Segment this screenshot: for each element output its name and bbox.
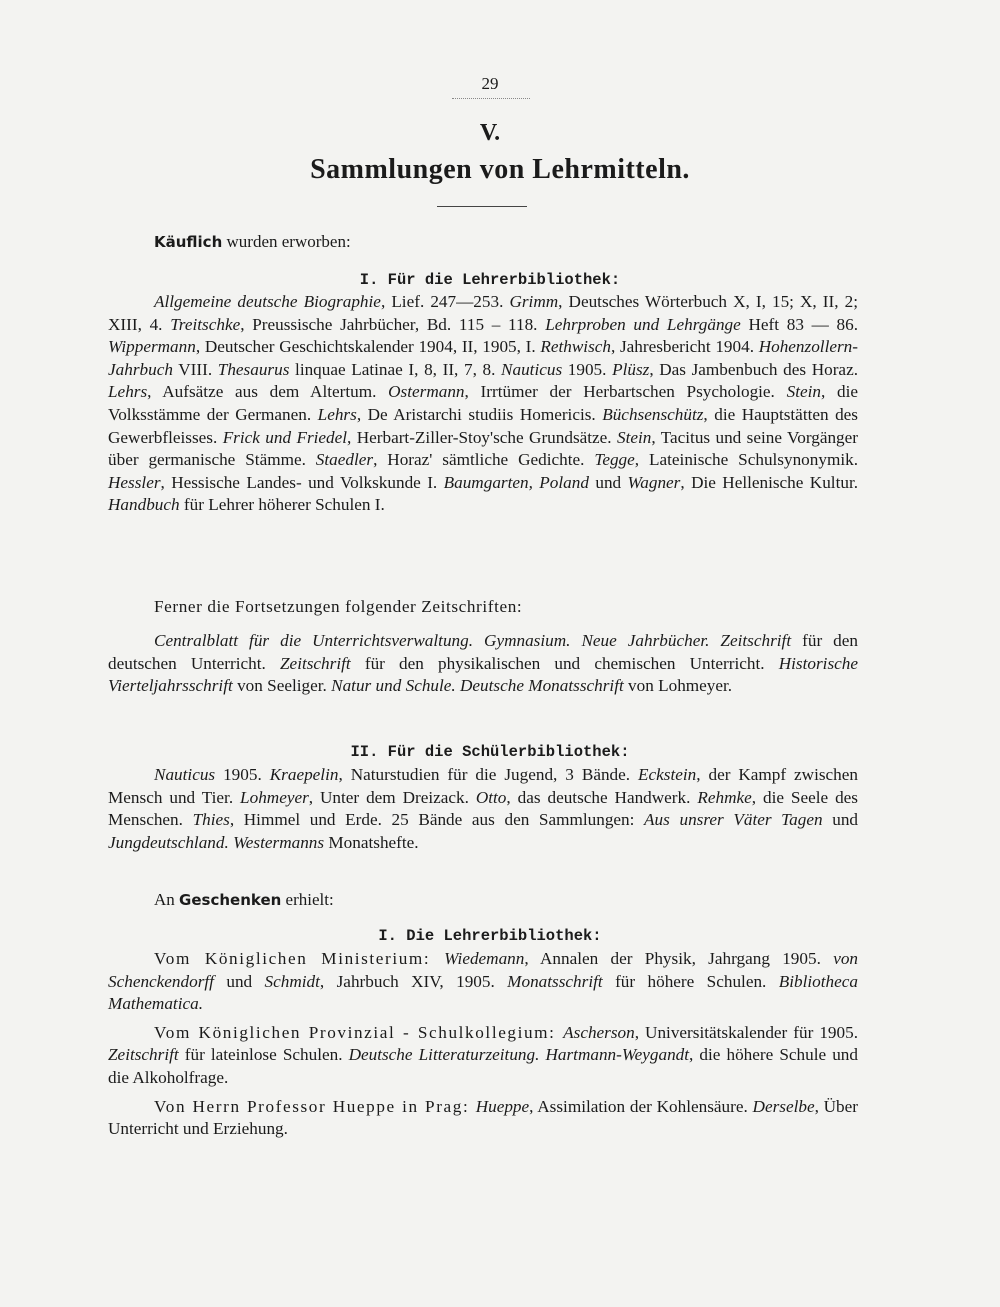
italic-title: Lehrs (317, 404, 357, 424)
text-run: , die höhere Schule und die Alkoholfrage. (108, 1045, 858, 1087)
text-run: , Himmel und Erde. 25 Bände aus den Sammlungen: (229, 810, 645, 830)
italic-title: Centralblatt für die Unterrichtsverwaltung. Gymnasium. Neue Jahrbücher. Zeitschrift (154, 631, 792, 650)
italic-title: Stein (786, 382, 821, 402)
text-run: Heft 83 — 86. (740, 314, 858, 334)
italic-title: Baumgarten, Poland (443, 472, 589, 492)
page-number-rule (452, 98, 530, 99)
italic-title: Wagner (627, 472, 681, 492)
italic-title: Nauticus (501, 359, 563, 379)
text-run: , Irrtümer der Herbartschen Psychologie. (464, 382, 787, 402)
italic-title: Thesaurus (217, 359, 290, 379)
text-run: , Jahresbericht 1904. (610, 337, 759, 357)
italic-title: Lehrproben und Lehrgänge (545, 314, 741, 334)
italic-title: Kraepelin (269, 765, 339, 784)
text-run: 1905. (215, 765, 270, 784)
periodicals-intro-text: Ferner die Fortsetzungen folgender Zeitschriften: (154, 597, 523, 616)
text-run: 1905. (562, 359, 613, 379)
italic-title: von Schenckendorff (108, 949, 859, 991)
italic-title: Handbuch (108, 495, 180, 515)
text-run: , De Aristarchi studiis Homericis. (356, 404, 603, 424)
paragraph-text (108, 291, 858, 517)
text-run: , Hessische Landes- und Volkskunde I. (160, 472, 444, 492)
italic-title: Bibliotheca Mathematica. (108, 971, 858, 1014)
gift-paragraph-ministerium (108, 948, 858, 1016)
italic-title: Plüsz (612, 359, 650, 379)
text-run: , Unter dem Dreizack. (308, 787, 476, 807)
gifts-intro-bold: Geschenken (179, 891, 282, 909)
text-run: für den physikalischen und chemischen Unterricht. (350, 653, 779, 673)
text-run: für Lehrer höherer Schulen I. (179, 495, 385, 515)
gift-paragraph-hueppe (108, 1096, 858, 1141)
italic-title: Ascherson (563, 1022, 635, 1042)
paragraph-text (108, 764, 858, 854)
text-run: Von Herrn Professor Hueppe in Prag: (154, 1096, 476, 1116)
italic-title: Zeitschrift (280, 653, 351, 673)
gifts-intro-pre: An (154, 890, 180, 909)
text-run: , die Hauptstätten des Gewerbfleisses. (108, 404, 858, 447)
text-run: , das deutsche Handwerk. (506, 787, 698, 807)
text-run: von Lohmeyer. (623, 676, 733, 696)
gifts-intro-text: erhielt: (281, 890, 334, 909)
italic-title: Rehmke (697, 787, 752, 807)
italic-title: Hessler (108, 472, 161, 492)
purchased-intro-text: wurden erworben: (222, 232, 351, 251)
italic-title: Natur und Schule. Deutsche Monatsschrift (331, 676, 624, 696)
periodicals-paragraph (108, 630, 858, 698)
italic-title: Ostermann (388, 382, 465, 402)
text-run: , Über Unterricht und Erziehung. (108, 1096, 859, 1139)
text-run: , Naturstudien für die Jugend, 3 Bände. (338, 765, 639, 784)
italic-title: Treitschke (170, 314, 241, 334)
title-divider (437, 206, 527, 207)
italic-title: Wippermann (108, 337, 196, 357)
text-run: für den deutschen Unterricht. (108, 631, 859, 673)
italic-title: Otto (475, 787, 507, 807)
italic-title: Hueppe (475, 1096, 530, 1116)
italic-title: Rethwisch (540, 337, 611, 357)
student-purchased-paragraph (108, 764, 858, 854)
italic-title: Tegge (594, 450, 635, 470)
italic-title: Derselbe (752, 1096, 815, 1116)
text-run: , Horaz' sämtliche Gedichte. (373, 450, 595, 470)
text-run: VIII. (172, 359, 218, 379)
gift-paragraph-schulkollegium (108, 1022, 858, 1090)
italic-title: Zeitschrift (108, 1045, 179, 1065)
text-run: , Herbart-Ziller-Stoy'sche Grundsätze. (347, 427, 617, 447)
section-heading-teacher-gifts: I. Die Lehrerbibliothek: (378, 927, 602, 945)
text-run: , Annalen der Physik, Jahrgang 1905. (524, 949, 834, 968)
text-run: , Universitätskalender für 1905. (634, 1022, 858, 1042)
gift-paragraphs (108, 948, 858, 1141)
text-run: , Preussische Jahrbücher, Bd. 115 – 118. (240, 314, 546, 334)
italic-title: Stein (616, 427, 652, 447)
section-heading-student-purchased: II. Für die Schülerbibliothek: (350, 743, 630, 761)
periodicals-intro (108, 596, 858, 619)
chapter-number: V. (479, 120, 501, 146)
text-run: Vom Königlichen Provinzial - Schulkollegium: (154, 1022, 564, 1042)
text-run: , Deutsches Wörterbuch X, I, 15; X, II, 2; XIII, 4. (108, 292, 858, 334)
italic-title: Staedler (315, 450, 374, 470)
italic-title: Büchsenschütz (602, 404, 704, 424)
text-run: , Die Hellenische Kultur. (680, 472, 859, 492)
page-number: 29 (481, 74, 499, 93)
text-run: , der Kampf zwischen Mensch und Tier. (108, 765, 859, 807)
text-run: , Lief. 247—253. (380, 292, 510, 311)
italic-title: Nauticus (154, 765, 216, 784)
text-run: für lateinlose Schulen. (178, 1045, 349, 1065)
text-run: und (213, 971, 265, 991)
italic-title: Grimm (509, 292, 559, 311)
text-run: von Seeliger. (232, 676, 332, 696)
italic-title: Lohmeyer (240, 787, 309, 807)
italic-title: Wiedemann (444, 949, 525, 968)
text-run: , Das Jambenbuch des Horaz. (649, 359, 858, 379)
italic-title: Deutsche Litteraturzeitung. Hartmann-Weygandt (348, 1045, 690, 1065)
text-run: , Lateinische Schulsynonymik. (634, 450, 858, 470)
text-run: Vom Königlichen Ministerium: (154, 949, 445, 968)
paragraph-text (108, 630, 858, 698)
italic-title: Aus unsrer Väter Tagen (644, 810, 823, 830)
italic-title: Lehrs (108, 382, 148, 402)
gifts-intro (154, 890, 334, 910)
purchased-intro-bold: Käuflich (154, 233, 223, 251)
section-heading-teacher-purchased: I. Für die Lehrerbibliothek: (359, 271, 621, 289)
italic-title: Thies (192, 810, 230, 830)
italic-title: Allgemeine deutsche Biographie (154, 292, 381, 311)
text-run: linquae Latinae I, 8, II, 7, 8. (289, 359, 502, 379)
teacher-purchased-paragraph (108, 291, 858, 517)
italic-title: Monatsschrift (507, 971, 603, 991)
italic-title: Schmidt (264, 971, 320, 991)
text-run: und (822, 810, 858, 830)
italic-title: Frick und Friedel (222, 427, 348, 447)
italic-title: Jungdeutschland. Westermanns (108, 832, 325, 852)
text-run: , Tacitus und seine Vorgänger über germanische Stämme. (108, 427, 859, 470)
page-title: Sammlungen von Lehrmitteln. (310, 154, 690, 185)
italic-title: Eckstein (638, 765, 697, 784)
text-run: Monatshefte. (324, 832, 419, 852)
text-run: und (588, 472, 628, 492)
purchased-intro (154, 232, 351, 252)
italic-title: Hohenzollern-Jahrbuch (108, 337, 858, 379)
text-run: , die Volksstämme der Germanen. (108, 382, 858, 424)
text-run: , Deutscher Geschichtskalender 1904, II, 1905, I. (195, 337, 541, 357)
text-run: für höhere Schulen. (602, 971, 779, 991)
text-run: , Aufsätze aus dem Altertum. (147, 382, 389, 402)
italic-title: Historische Vierteljahrsschrift (108, 653, 858, 696)
text-run: , Assimilation der Kohlensäure. (529, 1096, 753, 1116)
text-run: , die Seele des Menschen. (108, 787, 858, 830)
text-run: , Jahrbuch XIV, 1905. (319, 971, 508, 991)
